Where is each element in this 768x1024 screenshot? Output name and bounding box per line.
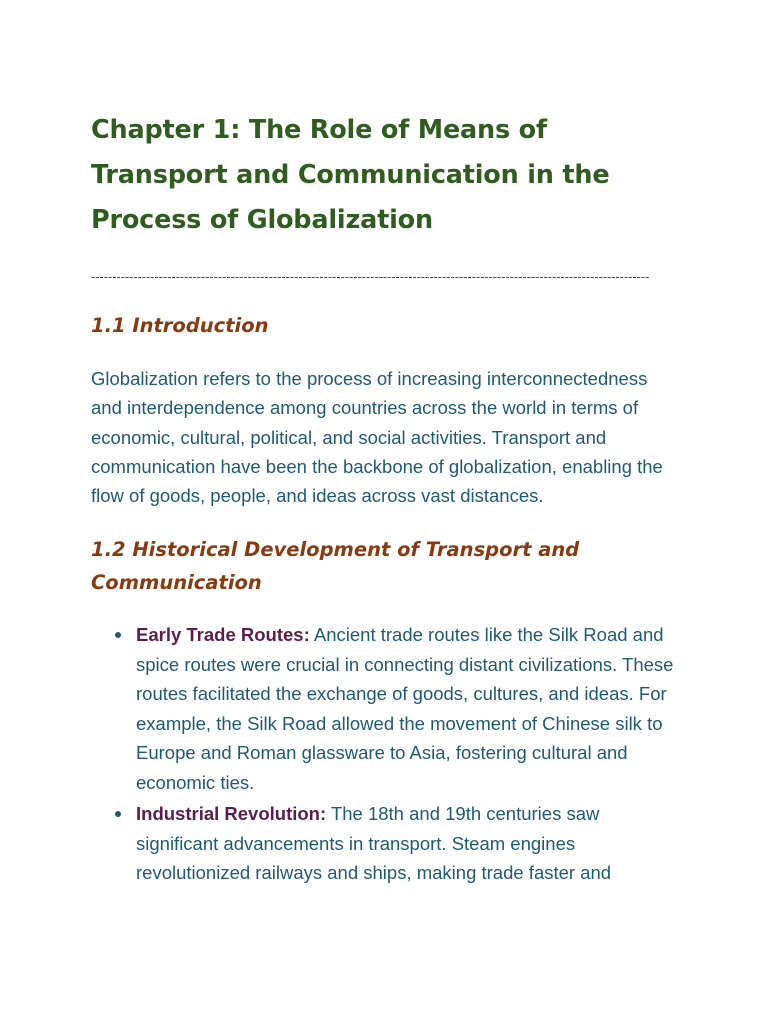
list-item-term: Early Trade Routes: (136, 624, 310, 646)
list-item-early-trade-routes (91, 620, 681, 797)
chapter-title: Chapter 1: The Role of Means of Transport and Communication in the Process of Globalization (91, 115, 610, 235)
list-item-text: Ancient trade routes like the Silk Road and spice routes were crucial in connecting distant civilizations. These routes facilitated the exchange of goods, cultures, and ideas. For example, the Silk Road allowed the movement of Chinese silk to Europe and Roman glassware to Asia, fostering cultural and economic ties. (136, 624, 674, 793)
bullet-icon (115, 632, 121, 638)
list-item-industrial-revolution (91, 799, 681, 888)
section-heading-introduction: 1.1 Introduction (91, 314, 269, 337)
bullet-icon (115, 811, 121, 817)
section-heading-historical-development: 1.2 Historical Development of Transport and Communication (91, 538, 580, 595)
list-item-term: Industrial Revolution: (136, 803, 327, 825)
historical-development-list (91, 620, 681, 888)
list-item-text: The 18th and 19th centuries saw significant advancements in transport. Steam engines revolutionized railways and ships, making trade faster and (136, 803, 612, 884)
introduction-paragraph: Globalization refers to the process of increasing interconnectedness and interdependence among countries across the world in terms of economic, cultural, political, and social activities. Transport and communication have been the backbone of globalization, enabling the flow of goods, people, and ideas across vast distances. (91, 368, 663, 507)
document-page (91, 108, 681, 890)
dashed-separator: ------------------------------------------------------------------------------------------------------------------------------------ (91, 269, 650, 284)
